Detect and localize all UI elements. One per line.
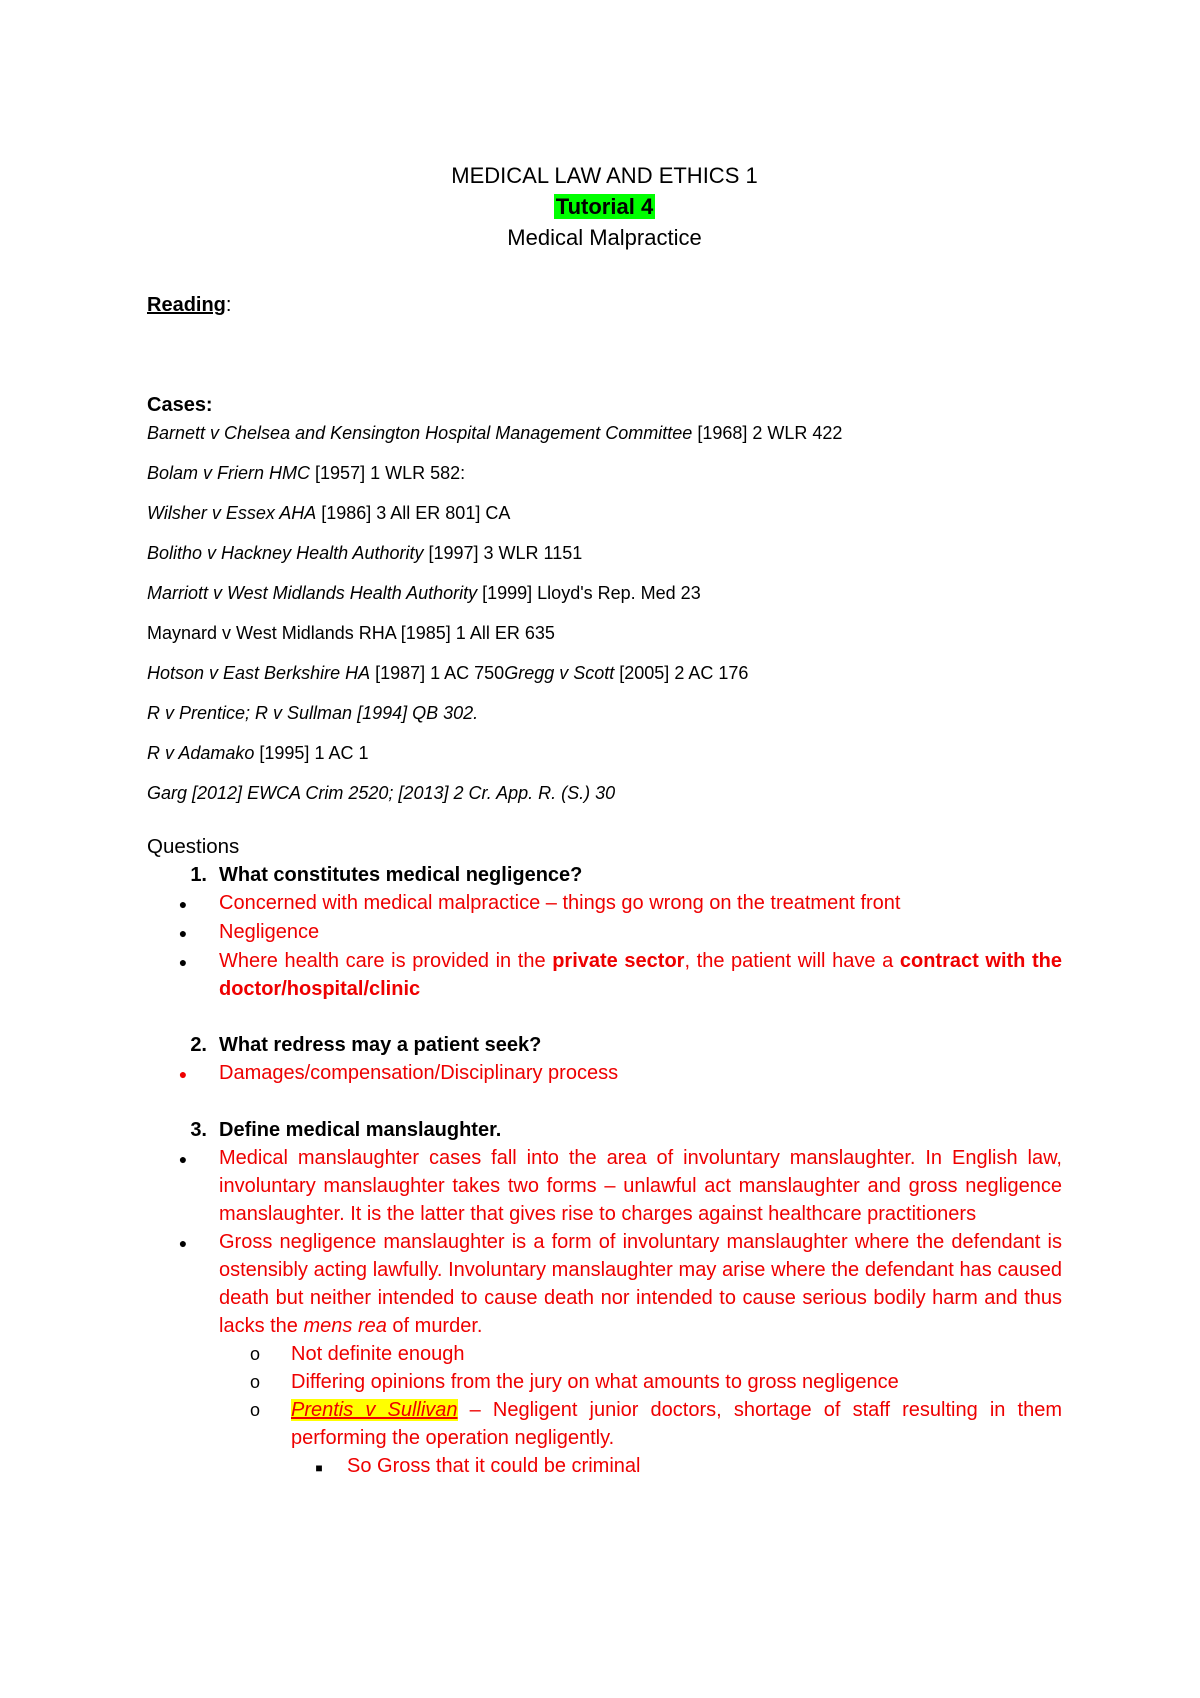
bullet-icon: ● [178,954,188,970]
question-text: What redress may a patient seek? [219,1034,542,1056]
questions-heading: Questions [147,835,240,858]
title-block [147,160,1062,253]
answer-bullet [147,1059,1062,1088]
bullet-text: Concerned with medical malpractice – things go wrong on the treatment front [219,892,901,914]
question-number: 2. [190,1034,207,1056]
bullet-text-part: Where health care is provided in the [219,950,553,972]
spacer [147,1088,1062,1116]
bullet-text-italic: mens rea [303,1315,387,1337]
sub-bullet-text-part: – Negligent junior doctors, shortage of staff resulting in them performing the operation negligently. [291,1399,1062,1449]
answer-bullet [147,918,1062,947]
case-name: Wilsher v Essex AHA [147,503,317,523]
question-number: 1. [190,864,207,886]
bullet-text [219,1228,1062,1340]
document-body [147,160,1062,1482]
sub-bullet [147,1368,1062,1396]
case-item [147,779,1062,807]
case-name: Garg [2012] EWCA Crim 2520; [2013] 2 Cr. App. R. (S.) 30 [147,783,616,803]
case-citation: [1957] 1 WLR 582: [310,463,466,483]
bullet-text-part: of murder. [386,1315,483,1337]
case-name: Barnett v Chelsea and Kensington Hospital Management Committee [147,423,693,443]
case-name: Gregg v Scott [504,663,615,683]
case-citation: Maynard v West Midlands RHA [1985] 1 All ER 635 [147,623,555,643]
bullet-icon: ● [178,1235,188,1251]
case-citation: [1987] 1 AC 750 [370,663,505,683]
tutorial-line [147,191,1062,222]
reading-heading [147,291,1062,319]
question-2 [147,1031,1062,1059]
sub-bullet-text: Not definite enough [291,1343,465,1365]
answer-bullet [147,889,1062,918]
question-text: Define medical manslaughter. [219,1119,502,1141]
circle-bullet-icon: o [249,1372,260,1392]
case-citation: [2005] 2 AC 176 [614,663,749,683]
case-item [147,619,1062,647]
bullet-icon: ● [178,896,188,912]
document-subtitle: Medical Malpractice [507,225,702,250]
case-item [147,699,1062,727]
case-name: Hotson v East Berkshire HA [147,663,371,683]
sub-bullet-text [291,1396,1062,1452]
case-citation: [1986] 3 All ER 801] CA [316,503,511,523]
bullet-icon: ● [178,1066,188,1082]
case-citation: [1995] 1 AC 1 [254,743,369,763]
question-1 [147,861,1062,889]
document-title: MEDICAL LAW AND ETHICS 1 [451,163,758,188]
sub-bullet-text: Differing opinions from the jury on what amounts to gross negligence [291,1371,899,1393]
answer-bullet [147,1144,1062,1228]
case-item [147,419,1062,447]
sub-bullet [147,1396,1062,1452]
bullet-text: Negligence [219,921,320,943]
sub-bullet [147,1340,1062,1368]
answer-bullet [147,947,1062,1003]
reading-label: Reading [147,294,226,316]
sub-sub-bullet [147,1452,1062,1482]
case-name: Marriott v West Midlands Health Authority [147,583,478,603]
bullet-text-bold: private sector [552,950,685,972]
circle-bullet-icon: o [249,1344,260,1364]
answer-bullet [147,1228,1062,1340]
bullet-icon: ● [178,1151,188,1167]
question-number: 3. [190,1119,207,1141]
case-item [147,499,1062,527]
case-name: Bolam v Friern HMC [147,463,311,483]
case-item [147,739,1062,767]
case-item [147,579,1062,607]
spacer [147,1003,1062,1031]
tutorial-label: Tutorial 4 [555,194,654,219]
question-3 [147,1116,1062,1144]
case-name: R v Adamako [147,743,255,763]
bullet-text-part: , the patient will have a [684,950,900,972]
case-citation: [1997] 3 WLR 1151 [423,543,583,563]
case-name: Bolitho v Hackney Health Authority [147,543,424,563]
cases-list [147,419,1062,807]
case-item [147,659,1062,687]
question-text: What constitutes medical negligence? [219,864,583,886]
reading-colon: : [225,294,232,316]
case-citation: [1968] 2 WLR 422 [692,423,843,443]
sub-sub-bullet-text: So Gross that it could be criminal [347,1455,641,1477]
bullet-text-part: Gross negligence manslaughter is a form of involuntary manslaughter where the defendant is ostensibly acting lawfully. Involuntary manslaughter may arise where the defendant has caused death but neither intended to cause death nor intended to cause serious bodily harm and thus lacks the [219,1231,1062,1337]
case-item [147,459,1062,487]
case-citation: [1999] Lloyd's Rep. Med 23 [477,583,701,603]
case-name: R v Prentice; R v Sullman [1994] QB 302. [147,703,479,723]
bullet-text: Medical manslaughter cases fall into the area of involuntary manslaughter. In English law, involuntary manslaughter takes two forms – unlawful act manslaughter and gross negligence manslaughter. It is the latter that gives rise to charges against healthcare practitioners [219,1147,1062,1225]
bullet-text [219,947,1062,1003]
circle-bullet-icon: o [249,1400,260,1420]
case-item [147,539,1062,567]
case-highlight: Prentis v Sullivan [291,1399,458,1421]
cases-heading: Cases: [147,394,213,416]
bullet-text: Damages/compensation/Disciplinary process [219,1062,619,1084]
bullet-text-bold: contract with the doctor/hospital/clinic [219,950,1063,1000]
square-bullet-icon: ■ [315,1461,323,1475]
bullet-icon: ● [178,925,188,941]
